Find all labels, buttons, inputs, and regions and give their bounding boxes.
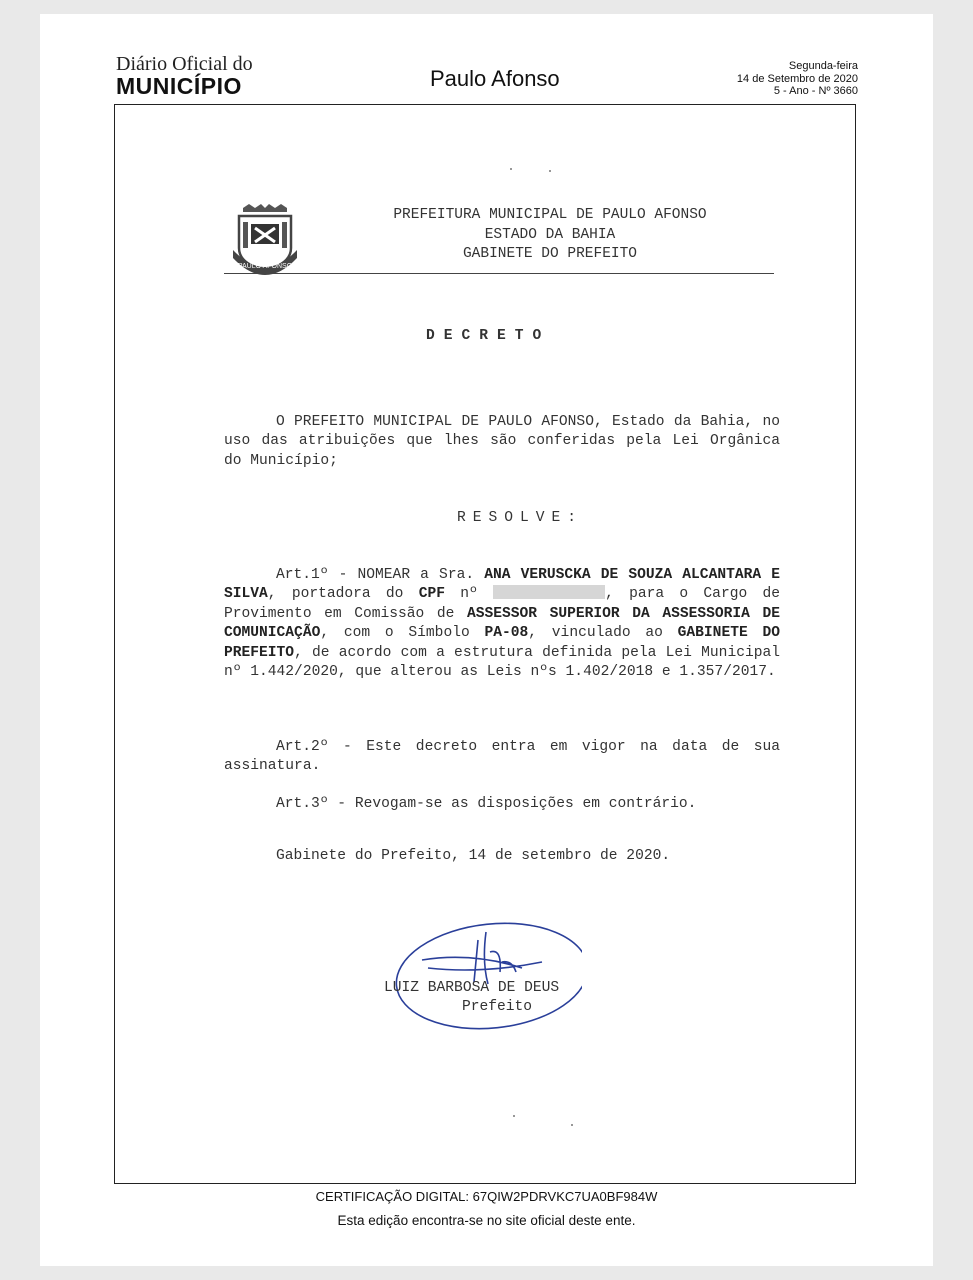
closing-text: Gabinete do Prefeito, 14 de setembro de 2020.	[276, 848, 671, 864]
art1-text-6: , vinculado ao	[528, 625, 678, 642]
preamble-paragraph	[224, 413, 780, 471]
issue-edition: 5 - Ano - Nº 3660	[773, 85, 858, 97]
masthead-line2: MUNICÍPIO	[116, 73, 242, 99]
art1-text-7: , de acordo com a estrutura definida pela Lei Municipal nº 1.442/2020, que alterou as Leis nºs 1.402/2018 e 1.357/2017.	[224, 644, 780, 681]
unit-name: GABINETE DO PREFEITO	[224, 625, 780, 661]
article-1	[224, 566, 780, 682]
municipal-crest-icon	[229, 202, 301, 278]
issue-info	[737, 60, 858, 98]
letterhead-line3: GABINETE DO PREFEITO	[462, 246, 638, 262]
speck	[513, 1115, 515, 1117]
footer-note: Esta edição encontra-se no site oficial deste ente.	[337, 1213, 636, 1228]
masthead-logo	[116, 54, 276, 98]
art1-text-3: nº	[445, 586, 494, 603]
issue-date: 14 de Setembro de 2020	[736, 72, 858, 85]
article-2	[224, 738, 780, 777]
appointee-name: ANA VERUSCKA DE SOUZA ALCANTARA E SILVA	[224, 567, 780, 603]
city-title: Paulo Afonso	[430, 66, 560, 91]
letterhead-rule	[224, 273, 774, 274]
speck	[549, 170, 551, 172]
signer-role: Prefeito	[462, 999, 533, 1015]
art3-text: Art.3º - Revogam-se as disposições em contrário.	[276, 796, 697, 812]
redacted-cpf	[493, 585, 605, 599]
masthead-line1: Diário Oficial do	[116, 53, 253, 75]
art1-text-4: , para o Cargo de Provimento em Comissão de	[224, 586, 780, 622]
issue-weekday: Segunda-feira	[788, 60, 858, 72]
article-3	[224, 795, 780, 814]
speck	[510, 168, 512, 170]
resolve-heading: RESOLVE:	[457, 510, 584, 526]
preamble-text: O PREFEITO MUNICIPAL DE PAULO AFONSO, Estado da Bahia, no uso das atribuições que lhes são conferidas pela Lei Orgânica do Município;	[224, 414, 780, 469]
art1-text-1: Art.1º - NOMEAR a Sra.	[276, 567, 485, 583]
digital-certification: CERTIFICAÇÃO DIGITAL: 67QIW2PDRVKC7UA0BF984W	[315, 1189, 658, 1204]
art1-text-2: , portadora do	[267, 586, 419, 603]
cpf-label: CPF	[418, 586, 445, 603]
art1-text-5: , com o Símbolo	[320, 625, 485, 642]
crest-label: PAULO AFONSO	[237, 263, 293, 270]
letterhead-line2: ESTADO DA BAHIA	[484, 227, 616, 243]
document-title: DECRETO	[426, 328, 551, 344]
signer-name: LUIZ BARBOSA DE DEUS	[384, 980, 560, 996]
symbol-code: PA-08	[484, 625, 529, 642]
speck	[571, 1124, 573, 1126]
art2-text: Art.2º - Este decreto entra em vigor na data de sua assinatura.	[224, 739, 780, 775]
office-title: ASSESSOR SUPERIOR DA ASSESSORIA DE COMUNICAÇÃO	[224, 605, 780, 642]
letterhead-line1: PREFEITURA MUNICIPAL DE PAULO AFONSO	[393, 207, 707, 223]
closing-line	[224, 847, 780, 866]
